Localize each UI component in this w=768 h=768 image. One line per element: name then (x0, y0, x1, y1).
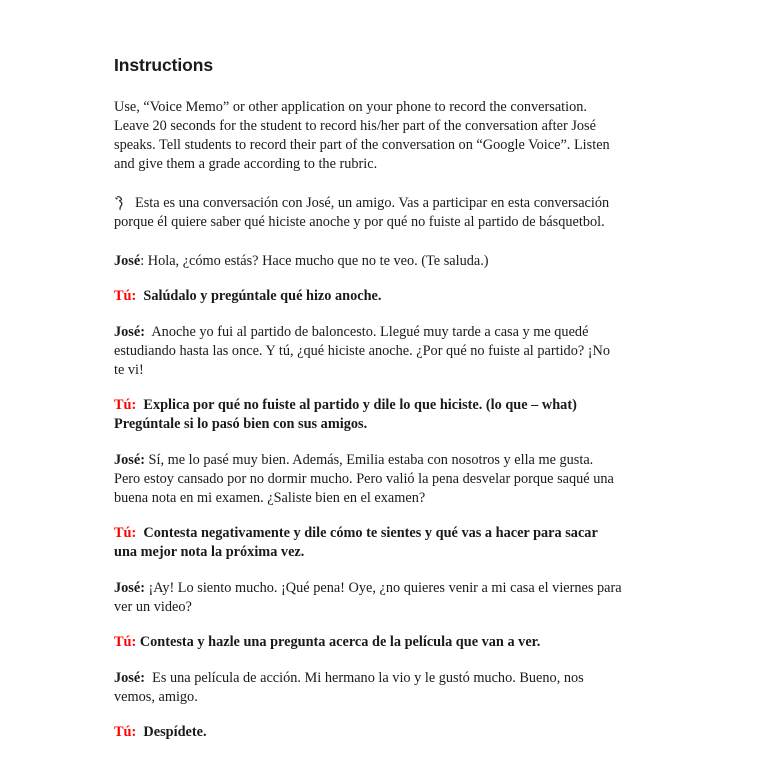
exchange-jose-5 (114, 669, 622, 707)
exchange-jose-1 (114, 252, 622, 271)
scenario-paragraph (114, 194, 622, 232)
page-title: Instructions (114, 55, 213, 75)
exchange-text: Explica por qué no fuiste al partido y dile lo que hiciste. (lo que – what) Pregúntale si lo pasó bien con sus amigos. (114, 397, 577, 432)
speaker-label-tu: Tú: (114, 525, 137, 541)
exchange-jose-3 (114, 451, 622, 508)
exchange-jose-2 (114, 323, 622, 380)
speaker-label-jose: José: (114, 452, 145, 468)
exchange-tu-2 (114, 396, 622, 434)
speaker-label-tu: Tú: (114, 397, 137, 413)
exchange-text: Salúdalo y pregúntale qué hizo anoche. (143, 288, 382, 304)
exchange-text: Despídete. (143, 724, 207, 740)
speaker-label-jose: José: (114, 324, 145, 340)
exchange-text: Contesta y hazle una pregunta acerca de la película que van a ver. (139, 634, 541, 650)
speaker-label-tu: Tú: (114, 634, 137, 650)
speaker-separator: : (140, 253, 148, 269)
exchange-tu-4 (114, 633, 622, 652)
speaker-label-tu: Tú: (114, 288, 137, 304)
exchange-tu-1 (114, 287, 622, 306)
telephone-handset-icon (114, 195, 129, 210)
intro-paragraph: Use, “Voice Memo” or other application on your phone to record the conversation. Leave 20 seconds for the student to record his/her part of the conversation after José speaks. Tell students to record their part of the conversation on “Google Voice”. Listen and give them a grade according to the rubric. (114, 99, 610, 172)
speaker-label-jose: José: (114, 670, 145, 686)
exchange-jose-4 (114, 579, 622, 617)
speaker-label-jose: José: (114, 580, 145, 596)
exchange-text: Contesta negativamente y dile cómo te sientes y qué vas a hacer para sacar una mejor nota la próxima vez. (114, 525, 598, 560)
exchange-text: Anoche yo fui al partido de baloncesto. Llegué muy tarde a casa y me quedé estudiando hasta las once. Y tú, ¿qué hiciste anoche. ¿Por qué no fuiste al partido? ¡No te vi! (114, 324, 610, 378)
exchange-text: Hola, ¿cómo estás? Hace mucho que no te veo. (Te saluda.) (147, 253, 489, 269)
scenario-text: Esta es una conversación con José, un amigo. Vas a participar en esta conversación porque él quiere saber qué hiciste anoche y por qué no fuiste al partido de básquetbol. (114, 195, 610, 230)
exchange-text: Sí, me lo pasé muy bien. Además, Emilia estaba con nosotros y ella me gusta. Pero estoy cansado por no dormir mucho. Pero valió la pena desvelar porque saqué una buena nota en mi examen. ¿Saliste bien en el examen? (114, 452, 614, 506)
speaker-label-jose: José (114, 253, 141, 269)
exchange-text: Es una película de acción. Mi hermano la vio y le gustó mucho. Bueno, nos vemos, amigo. (114, 670, 584, 705)
exchange-tu-3 (114, 524, 622, 562)
exchange-text: ¡Ay! Lo siento mucho. ¡Qué pena! Oye, ¿no quieres venir a mi casa el viernes para ver un video? (114, 580, 622, 615)
exchange-tu-5 (114, 723, 622, 742)
speaker-label-tu: Tú: (114, 724, 137, 740)
